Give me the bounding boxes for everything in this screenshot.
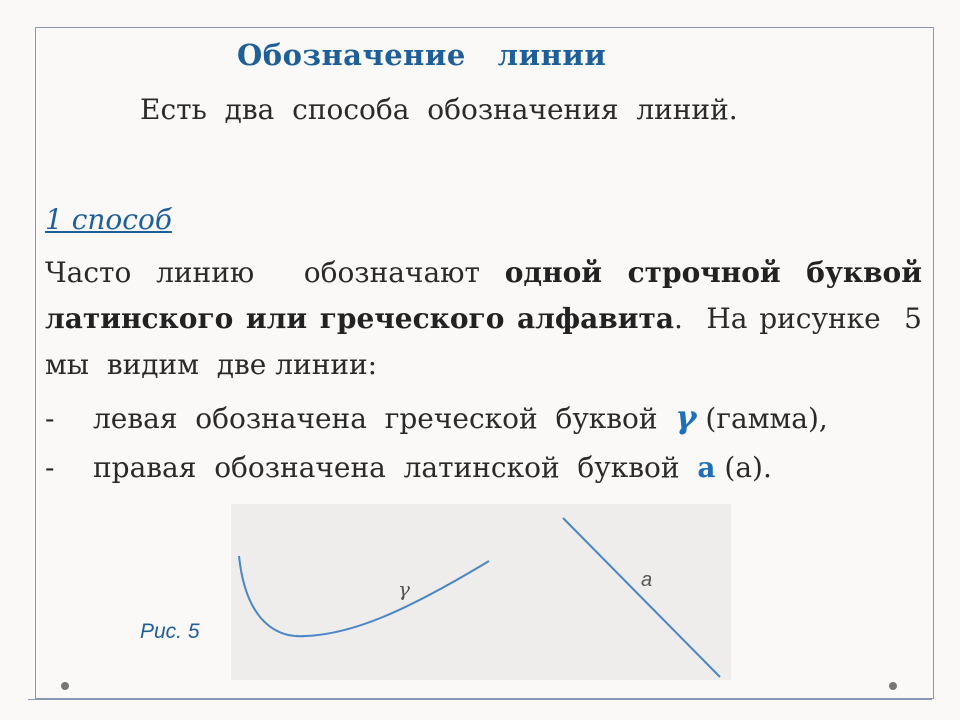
curve-gamma-label: γ: [398, 577, 410, 601]
figure-caption: Рис. 5: [140, 620, 200, 643]
paragraph-text-1: Часто линию обозначают: [45, 256, 505, 289]
line-a-label: a: [641, 569, 653, 591]
corner-dot-right: [889, 682, 897, 690]
figure-5: [231, 504, 731, 680]
method-label: 1 способ: [45, 203, 172, 236]
bullet-dash: -: [45, 451, 55, 484]
paragraph-text-2: . На рисунке 5 мы видим две линии:: [45, 302, 940, 381]
curve-gamma: [239, 556, 489, 636]
bullet-suffix: (а).: [715, 451, 772, 484]
bullet-item-gamma: [45, 398, 828, 436]
title-word-2: линии: [497, 38, 607, 72]
figure-drawing: [231, 504, 731, 680]
paragraph-bold: одной строчной буквой латинского или греческого алфавита: [45, 256, 932, 335]
gamma-symbol: γ: [675, 398, 697, 436]
bullet-dash: -: [45, 402, 55, 435]
slide-subtitle: Есть два способа обозначения линий.: [140, 93, 738, 126]
title-word-1: Обозначение: [237, 38, 466, 72]
bottom-divider: [28, 699, 932, 700]
slide-title: [237, 38, 606, 72]
line-a: [563, 518, 720, 677]
corner-dot-left: [61, 682, 69, 690]
a-symbol: a: [697, 451, 716, 484]
bullet-text: левая обозначена греческой буквой: [93, 402, 676, 435]
bullet-suffix: (гамма),: [696, 402, 828, 435]
bullet-text: правая обозначена латинской буквой: [93, 451, 698, 484]
description-paragraph: [45, 250, 940, 388]
bullet-item-a: [45, 451, 772, 484]
